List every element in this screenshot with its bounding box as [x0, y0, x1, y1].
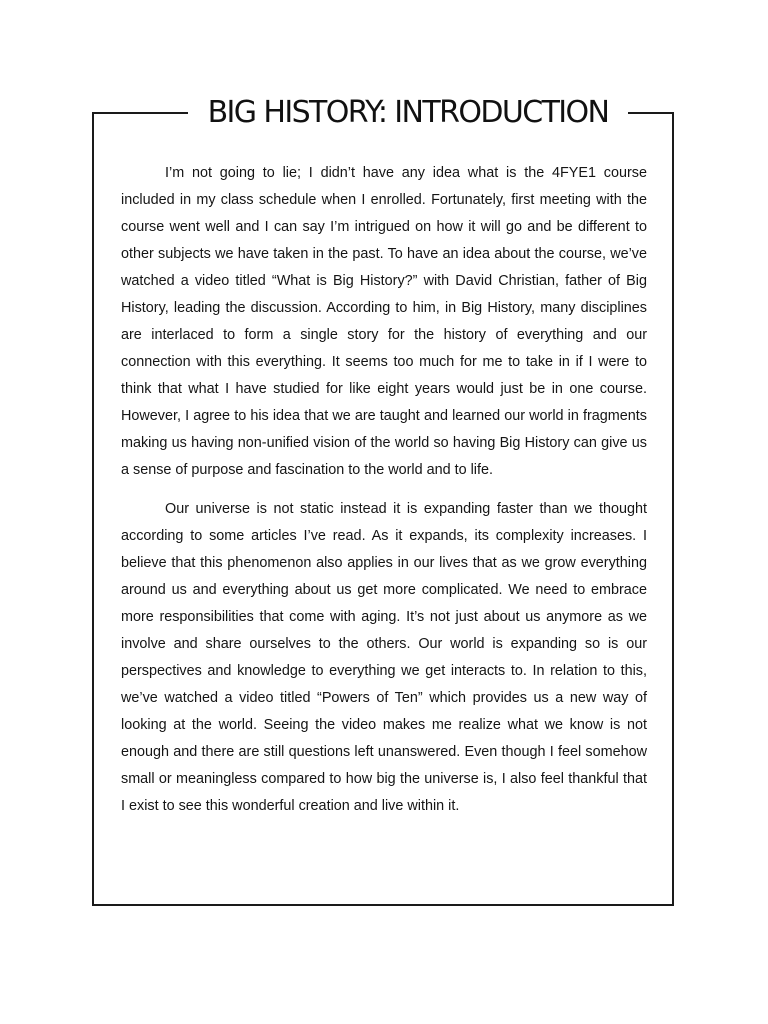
paragraph-2: Our universe is not static instead it is expanding faster than we thought according to some articles I’ve read. As it expands, its complexity increases. I believe that this phenomenon also applies in our lives that as we grow everything around us and everything about us get more complicated. We need to embrace more responsibilities that come with aging. It’s not just about us anymore as we involve and share ourselves to the others. Our world is expanding so is our perspectives and knowledge to everything we get interacts to. In relation to this, we’ve watched a video titled “Powers of Ten” which provides us a new way of looking at the world. Seeing the video makes me realize what we know is not enough and there are still questions left unanswered. Even though I feel somehow small or meaningless compared to how big the universe is, I also feel thankful that I exist to see this wonderful creation and live within it. — [121, 501, 647, 814]
frame-top-border-left — [92, 112, 188, 114]
page-title: BIG HISTORY: INTRODUCTION — [207, 95, 609, 130]
paragraph-1: I’m not going to lie; I didn’t have any idea what is the 4FYE1 course included in my class schedule when I enrolled. Fortunately, first meeting with the course went well and I can say I’m intrigued on how it will go and be different to other subjects we have taken in the past. To have an idea about the course, we’ve watched a video titled “What is Big History?” with David Christian, father of Big History, leading the discussion. According to him, in Big History, many disciplines are interlaced to form a single story for the history of everything and our connection with this everything. It seems too much for me to take in if I were to think that what I have studied for like eight years would just be in one course. However, I agree to his idea that we are taught and learned our world in fragments making us having non-unified vision of the world so having Big History can give us a sense of purpose and fascination to the world and to life. — [121, 165, 647, 478]
frame-top-border-right — [628, 112, 674, 114]
document-body — [121, 160, 647, 832]
